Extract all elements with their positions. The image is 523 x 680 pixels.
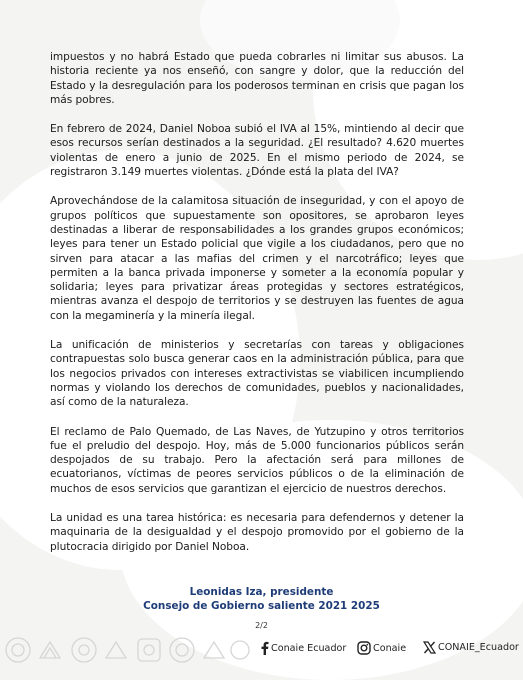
x-link[interactable] (423, 641, 519, 654)
signature-role: Consejo de Gobierno saliente 2021 2025 (143, 600, 380, 612)
paragraph: La unidad es una tarea histórica: es necesaria para defendernos y detener la maquinaria de la desigualdad y el despojo promovido por el gobierno de la plutocracia dirigido por Daniel Noboa. (50, 512, 464, 553)
x-logo-icon (423, 641, 436, 654)
paragraph: El reclamo de Palo Quemado, de Las Naves, de Yutzupino y otros territorios fue el preludio del despojo. Hoy, más de 5.000 funcionarios públicos serán despojados de su trabajo. Pero la afectación será para millones de ecuatorianos, víctimas de peores servicios públicos o de la eliminación de muchos de esos servicios que garantizan el ejercicio de nuestros derechos. (50, 425, 464, 495)
x-label: CONAIE_Ecuador (438, 642, 519, 653)
paragraph: La unificación de ministerios y secretarías con tareas y obligaciones contrapuestas solo busca generar caos en la administración pública, para que los negocios privados con intereses extractivistas se viabilicen incumpliendo normas y violando los derechos de comunidades, pueblos y nacionalidades, así como de la naturaleza. (50, 339, 464, 409)
facebook-link[interactable] (260, 641, 346, 655)
paragraph: En febrero de 2024, Daniel Noboa subió el IVA al 15%, mintiendo al decir que esos recursos serían destinados a la seguridad. ¿El resultado? 4.620 muertes violentas de enero a junio de 2025. En el mismo periodo de 2024, se registraron 3.149 muertes violentas. ¿Dónde está la plata del IVA? (50, 123, 464, 179)
paragraph: Aprovechándose de la calamitosa situación de inseguridad, y con el apoyo de grupos políticos que supuestamente son opositores, se aprobaron leyes destinadas a liberar de responsabilidades a los grandes grupos económicos; leyes para tener un Estado policial que vigile a los ciudadanos, pero que no sirven para atacar a las mafias del crimen y el narcotráfico; leyes que permiten a la banca privada imponerse y someter a la economía popular y solidaria; leyes para privatizar áreas protegidas y sectores estratégicos, mientras avanza el despojo de territorios y se destruyen las fuentes de agua con la megaminería y la minería ilegal. (50, 195, 464, 322)
instagram-link[interactable] (357, 641, 406, 655)
paragraph: impuestos y no habrá Estado que pueda cobrarles ni limitar sus abusos. La historia reciente ya nos enseñó, con sangre y dolor, que la reducción del Estado y la desregulación para los poderosos terminan en crisis que pagan los más pobres. (50, 51, 464, 106)
page-number: 2/2 (255, 621, 268, 630)
signature-name: Leonidas Iza, presidente (189, 586, 334, 598)
letter-body (50, 50, 464, 569)
facebook-label: Conaie Ecuador (271, 642, 347, 654)
decorative-pattern (0, 628, 250, 665)
facebook-icon (260, 641, 269, 655)
instagram-icon (357, 641, 371, 655)
instagram-label: Conaie (373, 642, 407, 654)
